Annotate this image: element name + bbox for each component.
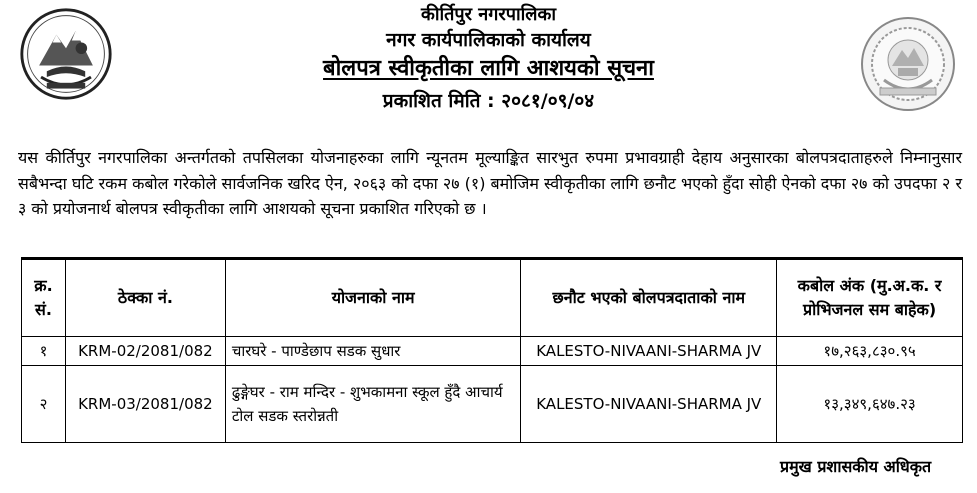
cell-project-name: ढुङ्गेघर - राम मन्दिर - शुभकामना स्कूल हुँदै आचार्य टोल सडक स्तरोन्नती <box>225 366 521 443</box>
published-date: प्रकाशित मिति : २०८१/०९/०४ <box>382 90 595 112</box>
table-row <box>22 366 963 443</box>
col-header-project-name: योजनाको नाम <box>225 259 521 337</box>
table-header-row <box>22 259 963 337</box>
table-row <box>22 337 963 366</box>
notice-title: बोलपत्र स्वीकृतीका लागि आशयको सूचना <box>323 56 654 81</box>
signatory-title: प्रमुख प्रशासकीय अधिकृत <box>780 457 932 476</box>
notice-paragraph: यस कीर्तिपुर नगरपालिका अन्तर्गतको तपसिलका योजनाहरुका लागि न्यूनतम मूल्याङ्कित सारभुत रुपमा प्रभावग्राही देहाय अनुसारका बोलपत्रदाताहरुले निम्नानुसार सबैभन्दा घटि रकम कबोल गरेकोले सार्वजनिक खरिद ऐन, २०६३ को दफा २७ (१) बमोजिम स्वीकृतीका लागि छनौट भएको हुँदा सोही ऐनको दफा २७ को उपदफा २ र ३ को प्रयोजनार्थ बोलपत्र स्वीकृतीका लागि आशयको सूचना प्रकाशित गरिएको छ । <box>18 148 962 218</box>
cell-project-name: चारघरे - पाण्डेछाप सडक सुधार <box>225 337 521 366</box>
col-header-amount: कबोल अंक (मु.अ.क. र प्रोभिजनल सम बाहेक) <box>777 259 963 337</box>
contract-table <box>21 257 963 443</box>
notice-header <box>0 3 977 115</box>
cell-bidder: KALESTO-NIVAANI-SHARMA JV <box>521 337 777 366</box>
col-header-sn: क्र. सं. <box>22 259 66 337</box>
col-header-bidder: छनौट भएको बोलपत्रदाताको नाम <box>521 259 777 337</box>
office-name: नगर कार्यपालिकाको कार्यालय <box>386 29 591 51</box>
cell-sn: १ <box>22 337 66 366</box>
cell-bidder: KALESTO-NIVAANI-SHARMA JV <box>521 366 777 443</box>
cell-sn: २ <box>22 366 66 443</box>
municipality-name: कीर्तिपुर नगरपालिका <box>421 4 556 25</box>
cell-contract-no: KRM-03/2081/082 <box>65 366 225 443</box>
col-header-contract-no: ठेक्का नं. <box>65 259 225 337</box>
cell-amount: १३,३४९,६४७.२३ <box>777 366 963 443</box>
cell-amount: १७,२६३,८३०.९५ <box>777 337 963 366</box>
cell-contract-no: KRM-02/2081/082 <box>65 337 225 366</box>
